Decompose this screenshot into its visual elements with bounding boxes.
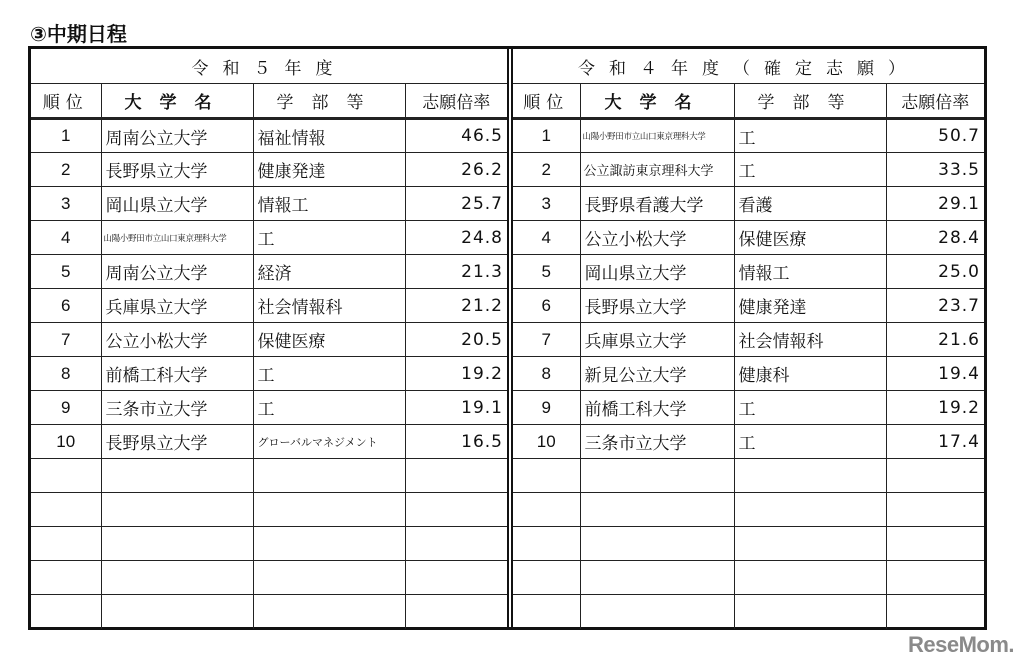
rank-cell: 9 (31, 391, 101, 425)
table-row (31, 391, 507, 425)
table-row (31, 153, 507, 187)
ratio-cell: 33.5 (886, 153, 984, 187)
rank-cell: 7 (31, 323, 101, 357)
rank-cell: 9 (513, 391, 580, 425)
empty-row (31, 561, 507, 595)
ratio-cell: 19.1 (405, 391, 507, 425)
ratio-cell: 20.5 (405, 323, 507, 357)
table-row (513, 153, 984, 187)
table-row (513, 391, 984, 425)
university-cell: 兵庫県立大学 (580, 323, 734, 357)
empty-row (513, 561, 984, 595)
ratio-cell: 29.1 (886, 187, 984, 221)
empty-row (513, 493, 984, 527)
university-cell: 山陽小野田市立山口東京理科大学 (101, 221, 253, 255)
ratio-cell: 46.5 (405, 119, 507, 153)
rank-cell: 8 (513, 357, 580, 391)
rank-cell: 3 (31, 187, 101, 221)
ratio-cell: 19.2 (405, 357, 507, 391)
empty-row (31, 459, 507, 493)
university-cell: 三条市立大学 (101, 391, 253, 425)
department-cell: 健康発達 (734, 289, 886, 323)
university-cell: 岡山県立大学 (101, 187, 253, 221)
col-header-ratio: 志願倍率 (405, 84, 507, 119)
ratio-cell: 21.6 (886, 323, 984, 357)
table-row (513, 119, 984, 153)
university-cell: 周南公立大学 (101, 119, 253, 153)
university-cell: 公立小松大学 (580, 221, 734, 255)
table-row (31, 221, 507, 255)
table-row (513, 425, 984, 459)
table-row (31, 357, 507, 391)
table-row (31, 187, 507, 221)
university-cell: 山陽小野田市立山口東京理科大学 (580, 119, 734, 153)
col-header-university: 大学名 (580, 84, 734, 119)
ratio-cell: 50.7 (886, 119, 984, 153)
department-cell: 保健医療 (734, 221, 886, 255)
ratio-cell: 17.4 (886, 425, 984, 459)
table-row (31, 425, 507, 459)
department-cell: 工 (253, 391, 405, 425)
rank-cell: 5 (513, 255, 580, 289)
rank-cell: 7 (513, 323, 580, 357)
col-header-university: 大学名 (101, 84, 253, 119)
department-cell: 社会情報科 (253, 289, 405, 323)
ranking-table (28, 46, 987, 630)
ratio-cell: 21.2 (405, 289, 507, 323)
ratio-cell: 21.3 (405, 255, 507, 289)
rank-cell: 1 (513, 119, 580, 153)
rank-cell: 4 (31, 221, 101, 255)
ratio-cell: 19.4 (886, 357, 984, 391)
col-header-department: 学部等 (253, 84, 405, 119)
ratio-cell: 16.5 (405, 425, 507, 459)
department-cell: 工 (734, 391, 886, 425)
empty-row (513, 527, 984, 561)
rank-cell: 4 (513, 221, 580, 255)
table-row (513, 323, 984, 357)
department-cell: 工 (253, 357, 405, 391)
university-cell: 前橋工科大学 (580, 391, 734, 425)
table-row (31, 119, 507, 153)
col-header-rank: 順位 (31, 84, 101, 119)
rank-cell: 6 (31, 289, 101, 323)
ratio-cell: 25.7 (405, 187, 507, 221)
department-cell: 福祉情報 (253, 119, 405, 153)
table-row (513, 221, 984, 255)
table-section-r4 (513, 49, 984, 627)
ratio-cell: 25.0 (886, 255, 984, 289)
university-cell: 前橋工科大学 (101, 357, 253, 391)
rank-cell: 5 (31, 255, 101, 289)
department-cell: 工 (734, 425, 886, 459)
department-cell: 工 (253, 221, 405, 255)
rank-cell: 2 (513, 153, 580, 187)
table-section-r5 (31, 49, 509, 627)
department-cell: グローバルマネジメント (253, 425, 405, 459)
department-cell: 保健医療 (253, 323, 405, 357)
department-cell: 工 (734, 153, 886, 187)
department-cell: 健康発達 (253, 153, 405, 187)
empty-row (31, 527, 507, 561)
university-cell: 長野県立大学 (101, 153, 253, 187)
university-cell: 長野県看護大学 (580, 187, 734, 221)
empty-row (513, 459, 984, 493)
ratio-cell: 23.7 (886, 289, 984, 323)
year-header-r4: 令和４年度（確定志願） (513, 49, 984, 84)
university-cell: 公立諏訪東京理科大学 (580, 153, 734, 187)
col-header-rank: 順位 (513, 84, 580, 119)
table-row (513, 255, 984, 289)
department-cell: 情報工 (734, 255, 886, 289)
col-header-department: 学部等 (734, 84, 886, 119)
page-title: ③中期日程 (30, 22, 127, 46)
department-cell: 看護 (734, 187, 886, 221)
resemom-logo: ReseMom. (908, 632, 1015, 657)
col-header-ratio: 志願倍率 (886, 84, 984, 119)
rank-cell: 2 (31, 153, 101, 187)
ratio-cell: 24.8 (405, 221, 507, 255)
university-cell: 長野県立大学 (580, 289, 734, 323)
university-cell: 岡山県立大学 (580, 255, 734, 289)
ratio-cell: 19.2 (886, 391, 984, 425)
empty-row (513, 595, 984, 629)
university-cell: 公立小松大学 (101, 323, 253, 357)
empty-row (31, 493, 507, 527)
table-row (513, 289, 984, 323)
table-row (513, 357, 984, 391)
rank-cell: 1 (31, 119, 101, 153)
department-cell: 工 (734, 119, 886, 153)
rank-cell: 8 (31, 357, 101, 391)
university-cell: 兵庫県立大学 (101, 289, 253, 323)
department-cell: 社会情報科 (734, 323, 886, 357)
table-row (31, 289, 507, 323)
table-row (31, 255, 507, 289)
rank-cell: 10 (31, 425, 101, 459)
rank-cell: 6 (513, 289, 580, 323)
university-cell: 長野県立大学 (101, 425, 253, 459)
department-cell: 情報工 (253, 187, 405, 221)
ratio-cell: 28.4 (886, 221, 984, 255)
department-cell: 健康科 (734, 357, 886, 391)
department-cell: 経済 (253, 255, 405, 289)
university-cell: 新見公立大学 (580, 357, 734, 391)
year-header-r5: 令和５年度 (31, 49, 507, 84)
empty-row (31, 595, 507, 629)
rank-cell: 3 (513, 187, 580, 221)
university-cell: 周南公立大学 (101, 255, 253, 289)
table-row (31, 323, 507, 357)
rank-cell: 10 (513, 425, 580, 459)
ratio-cell: 26.2 (405, 153, 507, 187)
table-row (513, 187, 984, 221)
university-cell: 三条市立大学 (580, 425, 734, 459)
